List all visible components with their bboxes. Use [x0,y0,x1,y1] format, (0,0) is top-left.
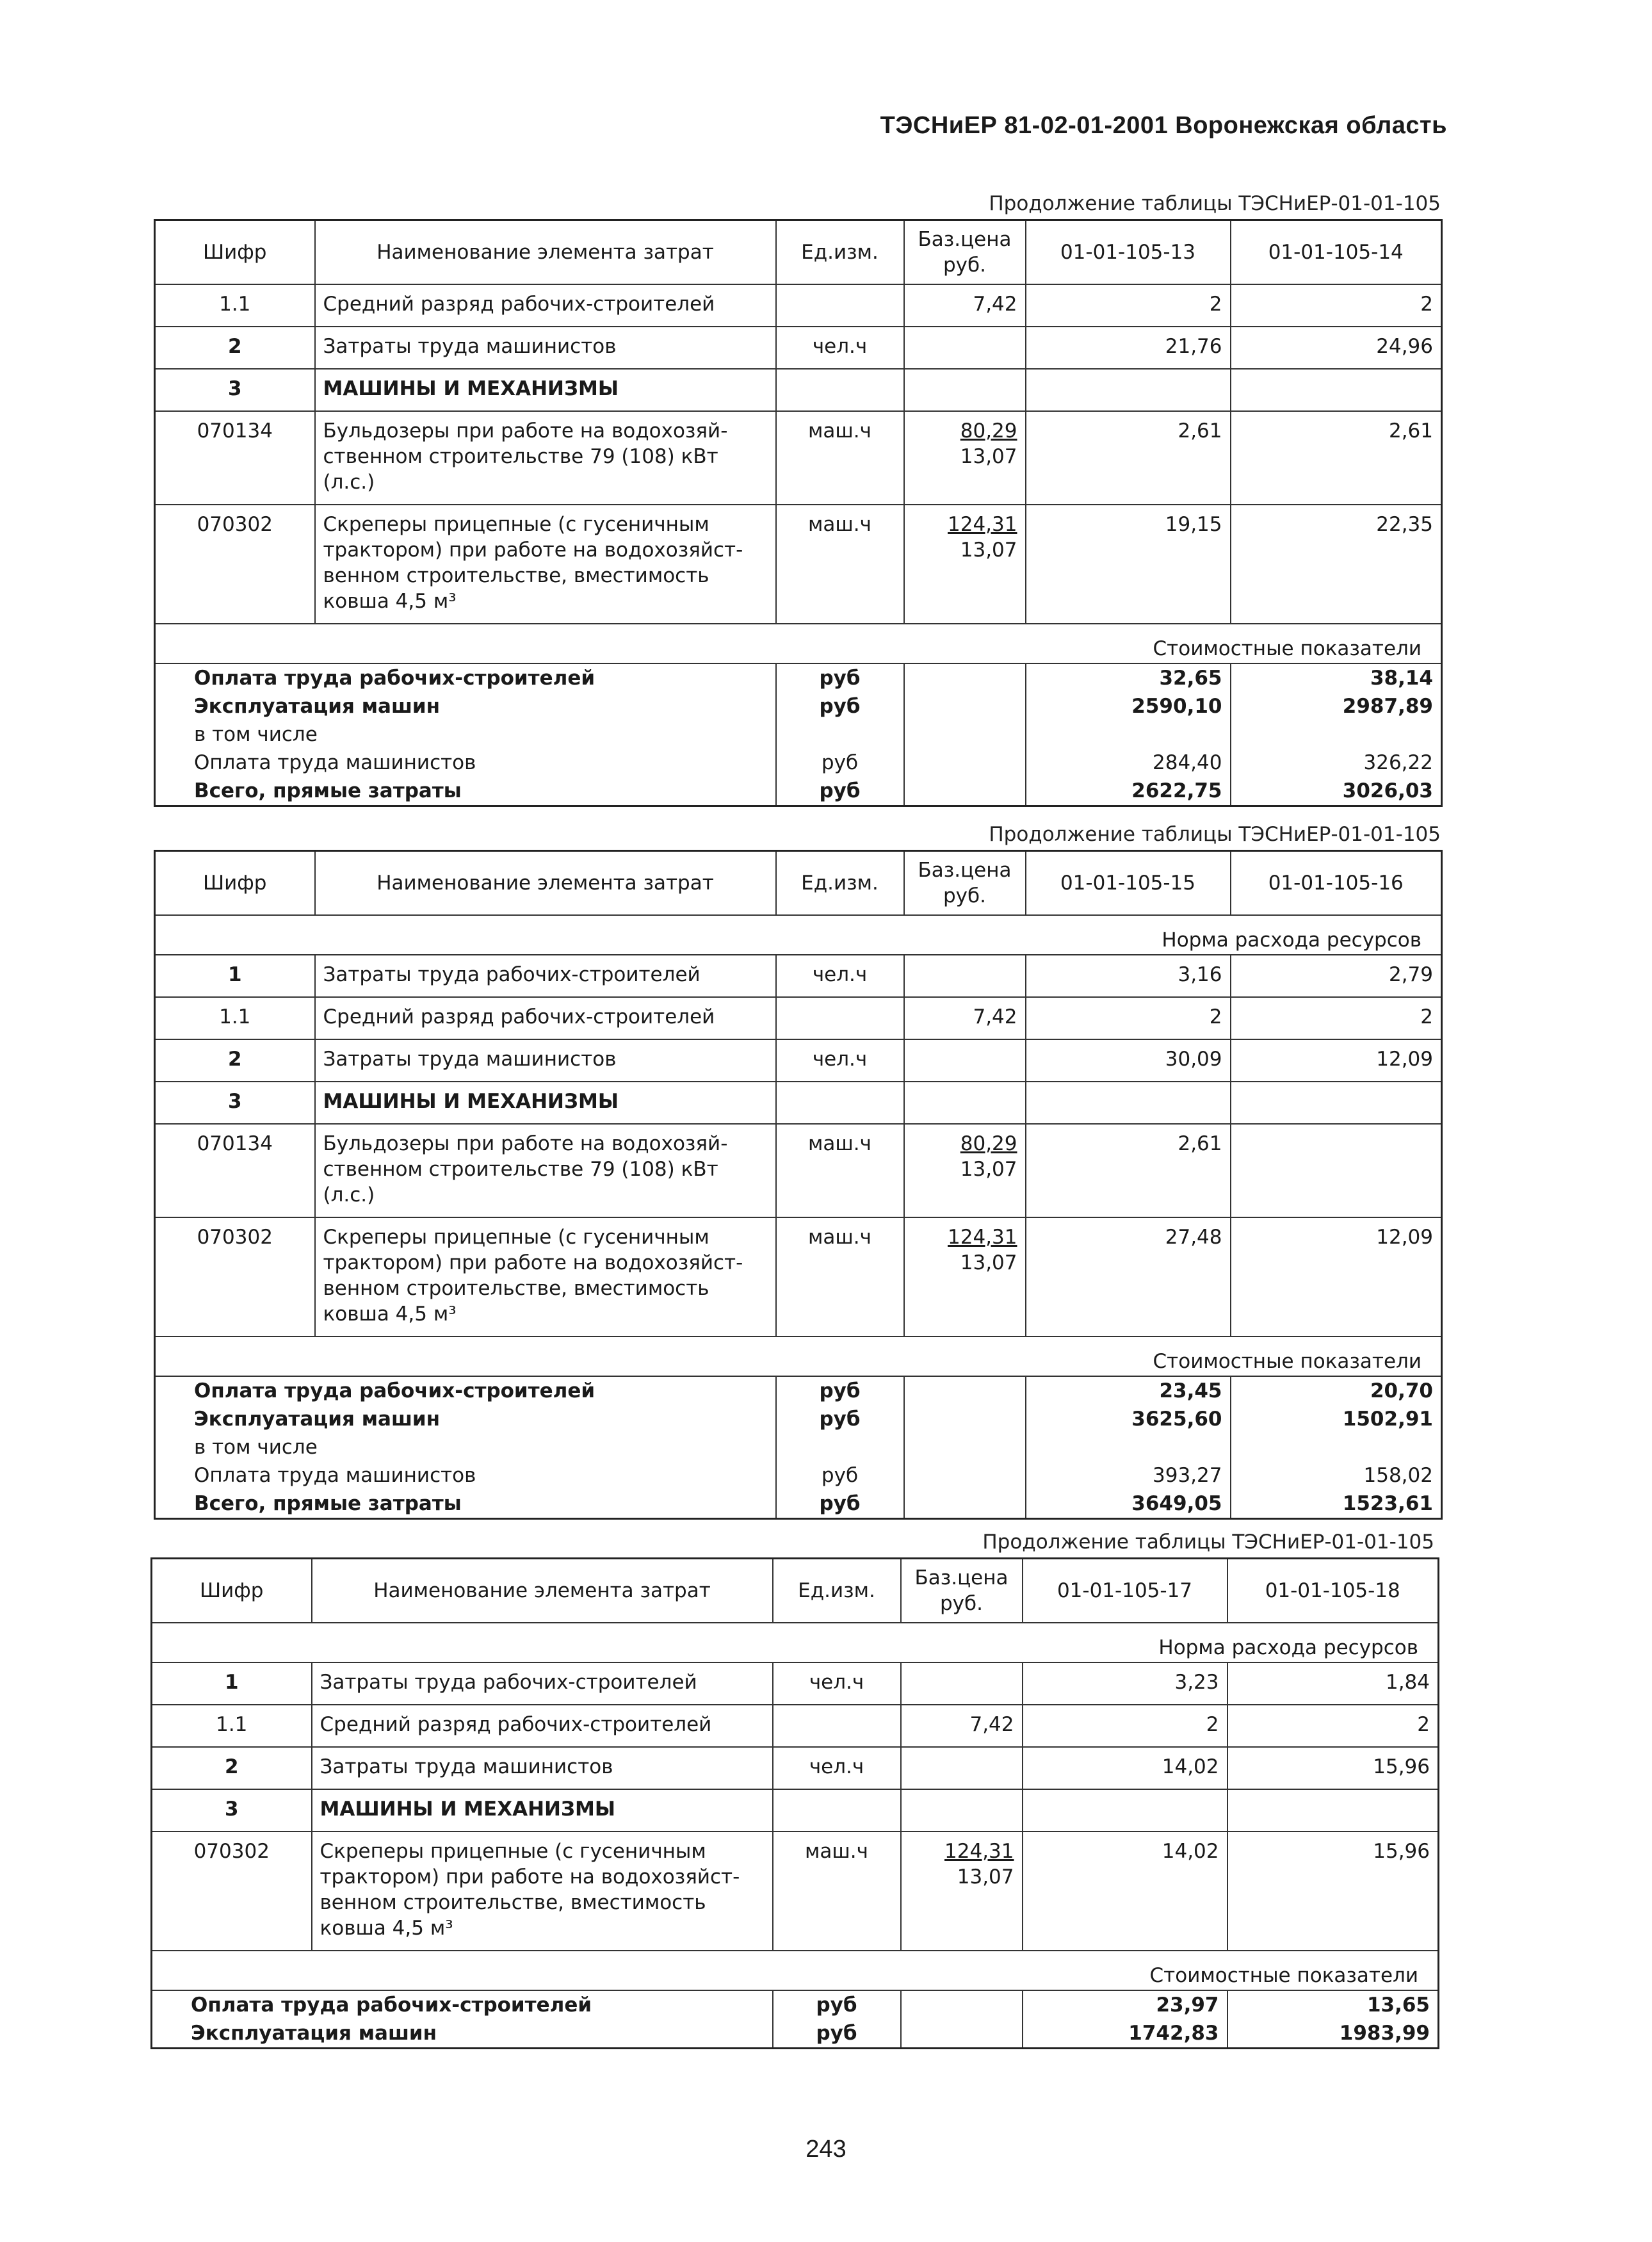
row-value-b: 2,61 [1231,411,1442,505]
row-value-a [1026,1082,1231,1124]
row-unit: маш.ч [773,1832,901,1951]
cost-row [155,749,1442,777]
cost-value-b: 326,22 [1231,749,1442,777]
base-price-value: 124,31 [948,1225,1017,1249]
cost-label: в том числе [194,1435,318,1459]
row-base-price [901,1832,1023,1951]
row-code: 2 [152,1747,312,1789]
table-2 [154,850,1443,1520]
col-header-unit: Ед.изм. [776,851,904,915]
row-value-a: 27,48 [1026,1217,1231,1336]
cost-unit: руб [776,1376,904,1405]
page-header: ТЭСНиЕР 81-02-01-2001 Воронежская область [880,112,1447,139]
row-value-a: 2,61 [1026,411,1231,505]
row-value-b: 2 [1231,997,1442,1039]
row-value-a: 14,02 [1023,1747,1227,1789]
cost-row [155,720,1442,749]
cost-band: Стоимостные показатели [155,624,1442,663]
row-code: 070302 [155,505,315,624]
row-code: 070134 [155,1124,315,1217]
row-name: Скреперы прицепные (с гусеничным трактором) при работе на водохозяйст-венном строительстве, вместимость ковша 4,5 м³ [315,1217,776,1336]
row-unit: чел.ч [776,1039,904,1082]
col-header-b: 01-01-105-16 [1231,851,1442,915]
row-base-price [904,505,1026,624]
row-unit: чел.ч [773,1747,901,1789]
cost-label: Оплата труда рабочих-строителей [194,1379,595,1402]
col-header-base-price: Баз.цена руб. [904,851,1026,915]
cost-value-b [1231,1433,1442,1461]
row-value-b: 2 [1231,284,1442,327]
cost-base-price [904,777,1026,806]
row-name: Средний разряд рабочих-строителей [315,284,776,327]
cost-label: в том числе [194,722,318,746]
cost-label: Эксплуатация машин [191,2021,437,2045]
base-price-value: 80,29 [960,1132,1017,1155]
cost-value-a: 393,27 [1026,1461,1231,1490]
cost-value-a: 2590,10 [1026,692,1231,720]
row-code: 070302 [155,1217,315,1336]
cost-row [152,2019,1439,2049]
cost-unit: руб [773,1990,901,2019]
cost-band-row [152,1951,1439,1990]
cost-value-a [1026,1433,1231,1461]
cost-band-row [155,624,1442,663]
table-row [155,284,1442,327]
row-code: 070134 [155,411,315,505]
row-unit [776,1082,904,1124]
row-value-b [1231,1124,1442,1217]
cost-value-a: 1742,83 [1023,2019,1227,2049]
row-value-a: 21,76 [1026,327,1231,369]
cost-unit: руб [776,1405,904,1433]
header-row [155,220,1442,284]
cost-label: Всего, прямые затраты [194,1491,462,1515]
row-base-price [904,1124,1026,1217]
cost-base-price [904,1405,1026,1433]
cost-row [155,1490,1442,1519]
row-name: Затраты труда рабочих-строителей [312,1662,773,1705]
table-row [155,327,1442,369]
row-value-b: 12,09 [1231,1217,1442,1336]
table-row [152,1662,1439,1705]
cost-value-b: 20,70 [1231,1376,1442,1405]
cost-label: Оплата труда машинистов [194,751,476,774]
row-value-b [1231,369,1442,411]
col-header-code: Шифр [155,220,315,284]
cost-label: Эксплуатация машин [194,694,441,718]
base-price-value: 124,31 [944,1839,1014,1863]
cost-row [155,692,1442,720]
row-value-b [1231,1082,1442,1124]
cost-unit [776,1433,904,1461]
row-name: Скреперы прицепные (с гусеничным трактором) при работе на водохозяйст-венном строительстве, вместимость ковша 4,5 м³ [315,505,776,624]
base-price-value: 7,42 [973,1005,1017,1028]
col-header-name: Наименование элемента затрат [312,1559,773,1623]
cost-unit: руб [773,2019,901,2049]
row-code: 2 [155,1039,315,1082]
row-name: Средний разряд рабочих-строителей [315,997,776,1039]
cost-unit: руб [776,1490,904,1519]
cost-label: Оплата труда рабочих-строителей [191,1993,592,2017]
row-name: Скреперы прицепные (с гусеничным трактором) при работе на водохозяйст-венном строительстве, вместимость ковша 4,5 м³ [312,1832,773,1951]
row-code: 1 [152,1662,312,1705]
base-price-wage: 13,07 [957,1865,1014,1889]
row-value-b: 1,84 [1227,1662,1439,1705]
table-2-caption: Продолжение таблицы ТЭСНиЕР-01-01-105 [989,823,1441,846]
row-name: МАШИНЫ И МЕХАНИЗМЫ [315,369,776,411]
cost-unit: руб [776,1461,904,1490]
cost-unit [776,720,904,749]
col-header-base-price: Баз.цена руб. [904,220,1026,284]
table-row [155,955,1442,997]
row-unit [773,1789,901,1832]
row-unit: чел.ч [776,327,904,369]
col-header-b: 01-01-105-14 [1231,220,1442,284]
row-value-a: 2 [1026,284,1231,327]
cost-base-price [901,1990,1023,2019]
table-row [155,1124,1442,1217]
row-base-price [904,955,1026,997]
base-price-value: 124,31 [948,512,1017,536]
cost-label: Всего, прямые затраты [194,779,462,802]
table-3 [150,1557,1439,2049]
table-row [152,1832,1439,1951]
row-code: 3 [152,1789,312,1832]
row-value-a: 2,61 [1026,1124,1231,1217]
cost-unit: руб [776,777,904,806]
cost-value-a: 3625,60 [1026,1405,1231,1433]
cost-base-price [904,1490,1026,1519]
table-row [155,997,1442,1039]
cost-value-b: 1502,91 [1231,1405,1442,1433]
cost-label: Оплата труда машинистов [194,1463,476,1487]
row-unit [776,997,904,1039]
norm-band: Норма расхода ресурсов [152,1623,1439,1662]
row-base-price [904,411,1026,505]
row-code: 1 [155,955,315,997]
row-base-price [901,1705,1023,1747]
col-header-base-price: Баз.цена руб. [901,1559,1023,1623]
row-value-a [1026,369,1231,411]
col-header-a: 01-01-105-15 [1026,851,1231,915]
page-number: 243 [806,2136,846,2163]
row-unit [773,1705,901,1747]
col-header-b: 01-01-105-18 [1227,1559,1439,1623]
row-base-price [904,284,1026,327]
row-name: Бульдозеры при работе на водохозяй-ственном строительстве 79 (108) кВт (л.с.) [315,411,776,505]
col-header-name: Наименование элемента затрат [315,220,776,284]
cost-band: Стоимостные показатели [155,1336,1442,1376]
row-code: 1.1 [155,997,315,1039]
table-row [155,369,1442,411]
row-value-b: 2 [1227,1705,1439,1747]
row-name: Затраты труда машинистов [315,327,776,369]
row-value-a: 3,16 [1026,955,1231,997]
row-base-price [901,1789,1023,1832]
row-name: МАШИНЫ И МЕХАНИЗМЫ [315,1082,776,1124]
table-3-caption: Продолжение таблицы ТЭСНиЕР-01-01-105 [982,1531,1434,1554]
row-base-price [904,1217,1026,1336]
row-code: 2 [155,327,315,369]
cost-value-b: 158,02 [1231,1461,1442,1490]
table-1-caption: Продолжение таблицы ТЭСНиЕР-01-01-105 [989,192,1441,215]
cost-value-b: 3026,03 [1231,777,1442,806]
cost-unit: руб [776,663,904,692]
cost-row [155,777,1442,806]
cost-value-b: 13,65 [1227,1990,1439,2019]
row-base-price [901,1747,1023,1789]
table-row [155,411,1442,505]
norm-band: Норма расхода ресурсов [155,915,1442,955]
row-value-a: 2 [1026,997,1231,1039]
row-code: 1.1 [152,1705,312,1747]
cost-row [155,1405,1442,1433]
col-header-unit: Ед.изм. [773,1559,901,1623]
cost-base-price [904,749,1026,777]
base-price-value: 7,42 [969,1712,1014,1736]
row-base-price [904,1039,1026,1082]
row-base-price [901,1662,1023,1705]
cost-base-price [904,1461,1026,1490]
col-header-code: Шифр [155,851,315,915]
row-name: Затраты труда машинистов [315,1039,776,1082]
base-price-wage: 13,07 [960,1251,1017,1274]
row-unit: маш.ч [776,1124,904,1217]
cost-base-price [904,663,1026,692]
cost-value-b: 2987,89 [1231,692,1442,720]
row-name: Бульдозеры при работе на водохозяй-ственном строительстве 79 (108) кВт (л.с.) [315,1124,776,1217]
row-unit: чел.ч [773,1662,901,1705]
table-row [152,1747,1439,1789]
row-code: 1.1 [155,284,315,327]
base-price-value: 80,29 [960,419,1017,443]
cost-unit: руб [776,692,904,720]
row-value-a [1023,1789,1227,1832]
cost-value-a [1026,720,1231,749]
base-price-wage: 13,07 [960,444,1017,468]
cost-label: Эксплуатация машин [194,1407,441,1431]
cost-unit: руб [776,749,904,777]
col-header-a: 01-01-105-17 [1023,1559,1227,1623]
row-code: 3 [155,369,315,411]
cost-value-a: 2622,75 [1026,777,1231,806]
row-code: 3 [155,1082,315,1124]
norm-band-row [152,1623,1439,1662]
row-value-a: 30,09 [1026,1039,1231,1082]
cost-value-a: 32,65 [1026,663,1231,692]
col-header-a: 01-01-105-13 [1026,220,1231,284]
cost-base-price [904,1376,1026,1405]
row-value-b: 12,09 [1231,1039,1442,1082]
row-base-price [904,1082,1026,1124]
cost-row [155,1433,1442,1461]
row-unit [776,369,904,411]
row-name: Затраты труда рабочих-строителей [315,955,776,997]
row-value-b: 24,96 [1231,327,1442,369]
norm-band-row [155,915,1442,955]
row-value-a: 19,15 [1026,505,1231,624]
cost-base-price [904,692,1026,720]
cost-value-a: 3649,05 [1026,1490,1231,1519]
cost-base-price [904,1433,1026,1461]
table-row [152,1705,1439,1747]
cost-band-row [155,1336,1442,1376]
cost-value-a: 284,40 [1026,749,1231,777]
row-code: 070302 [152,1832,312,1951]
row-value-b: 2,79 [1231,955,1442,997]
row-name: Средний разряд рабочих-строителей [312,1705,773,1747]
cost-value-a: 23,45 [1026,1376,1231,1405]
row-base-price [904,327,1026,369]
table-row [155,1082,1442,1124]
table-row [155,1217,1442,1336]
row-unit: маш.ч [776,1217,904,1336]
row-value-a: 3,23 [1023,1662,1227,1705]
row-value-b: 22,35 [1231,505,1442,624]
row-unit: чел.ч [776,955,904,997]
cost-value-b: 38,14 [1231,663,1442,692]
row-value-a: 14,02 [1023,1832,1227,1951]
row-value-b: 15,96 [1227,1832,1439,1951]
row-value-b [1227,1789,1439,1832]
cost-value-b: 1983,99 [1227,2019,1439,2049]
row-base-price [904,997,1026,1039]
table-row [155,505,1442,624]
row-value-a: 2 [1023,1705,1227,1747]
row-unit: маш.ч [776,505,904,624]
row-base-price [904,369,1026,411]
cost-label: Оплата труда рабочих-строителей [194,666,595,690]
cost-base-price [904,720,1026,749]
table-row [155,1039,1442,1082]
base-price-value: 7,42 [973,292,1017,316]
cost-value-b [1231,720,1442,749]
row-value-b: 15,96 [1227,1747,1439,1789]
row-unit: маш.ч [776,411,904,505]
cost-base-price [901,2019,1023,2049]
base-price-wage: 13,07 [960,538,1017,562]
base-price-wage: 13,07 [960,1157,1017,1181]
cost-value-a: 23,97 [1023,1990,1227,2019]
cost-value-b: 1523,61 [1231,1490,1442,1519]
col-header-unit: Ед.изм. [776,220,904,284]
header-row [152,1559,1439,1623]
row-name: Затраты труда машинистов [312,1747,773,1789]
row-name: МАШИНЫ И МЕХАНИЗМЫ [312,1789,773,1832]
row-unit [776,284,904,327]
cost-row [152,1990,1439,2019]
cost-row [155,1376,1442,1405]
table-row [152,1789,1439,1832]
cost-row [155,1461,1442,1490]
cost-row [155,663,1442,692]
col-header-name: Наименование элемента затрат [315,851,776,915]
header-row [155,851,1442,915]
cost-band: Стоимостные показатели [152,1951,1439,1990]
col-header-code: Шифр [152,1559,312,1623]
table-1 [154,219,1443,807]
